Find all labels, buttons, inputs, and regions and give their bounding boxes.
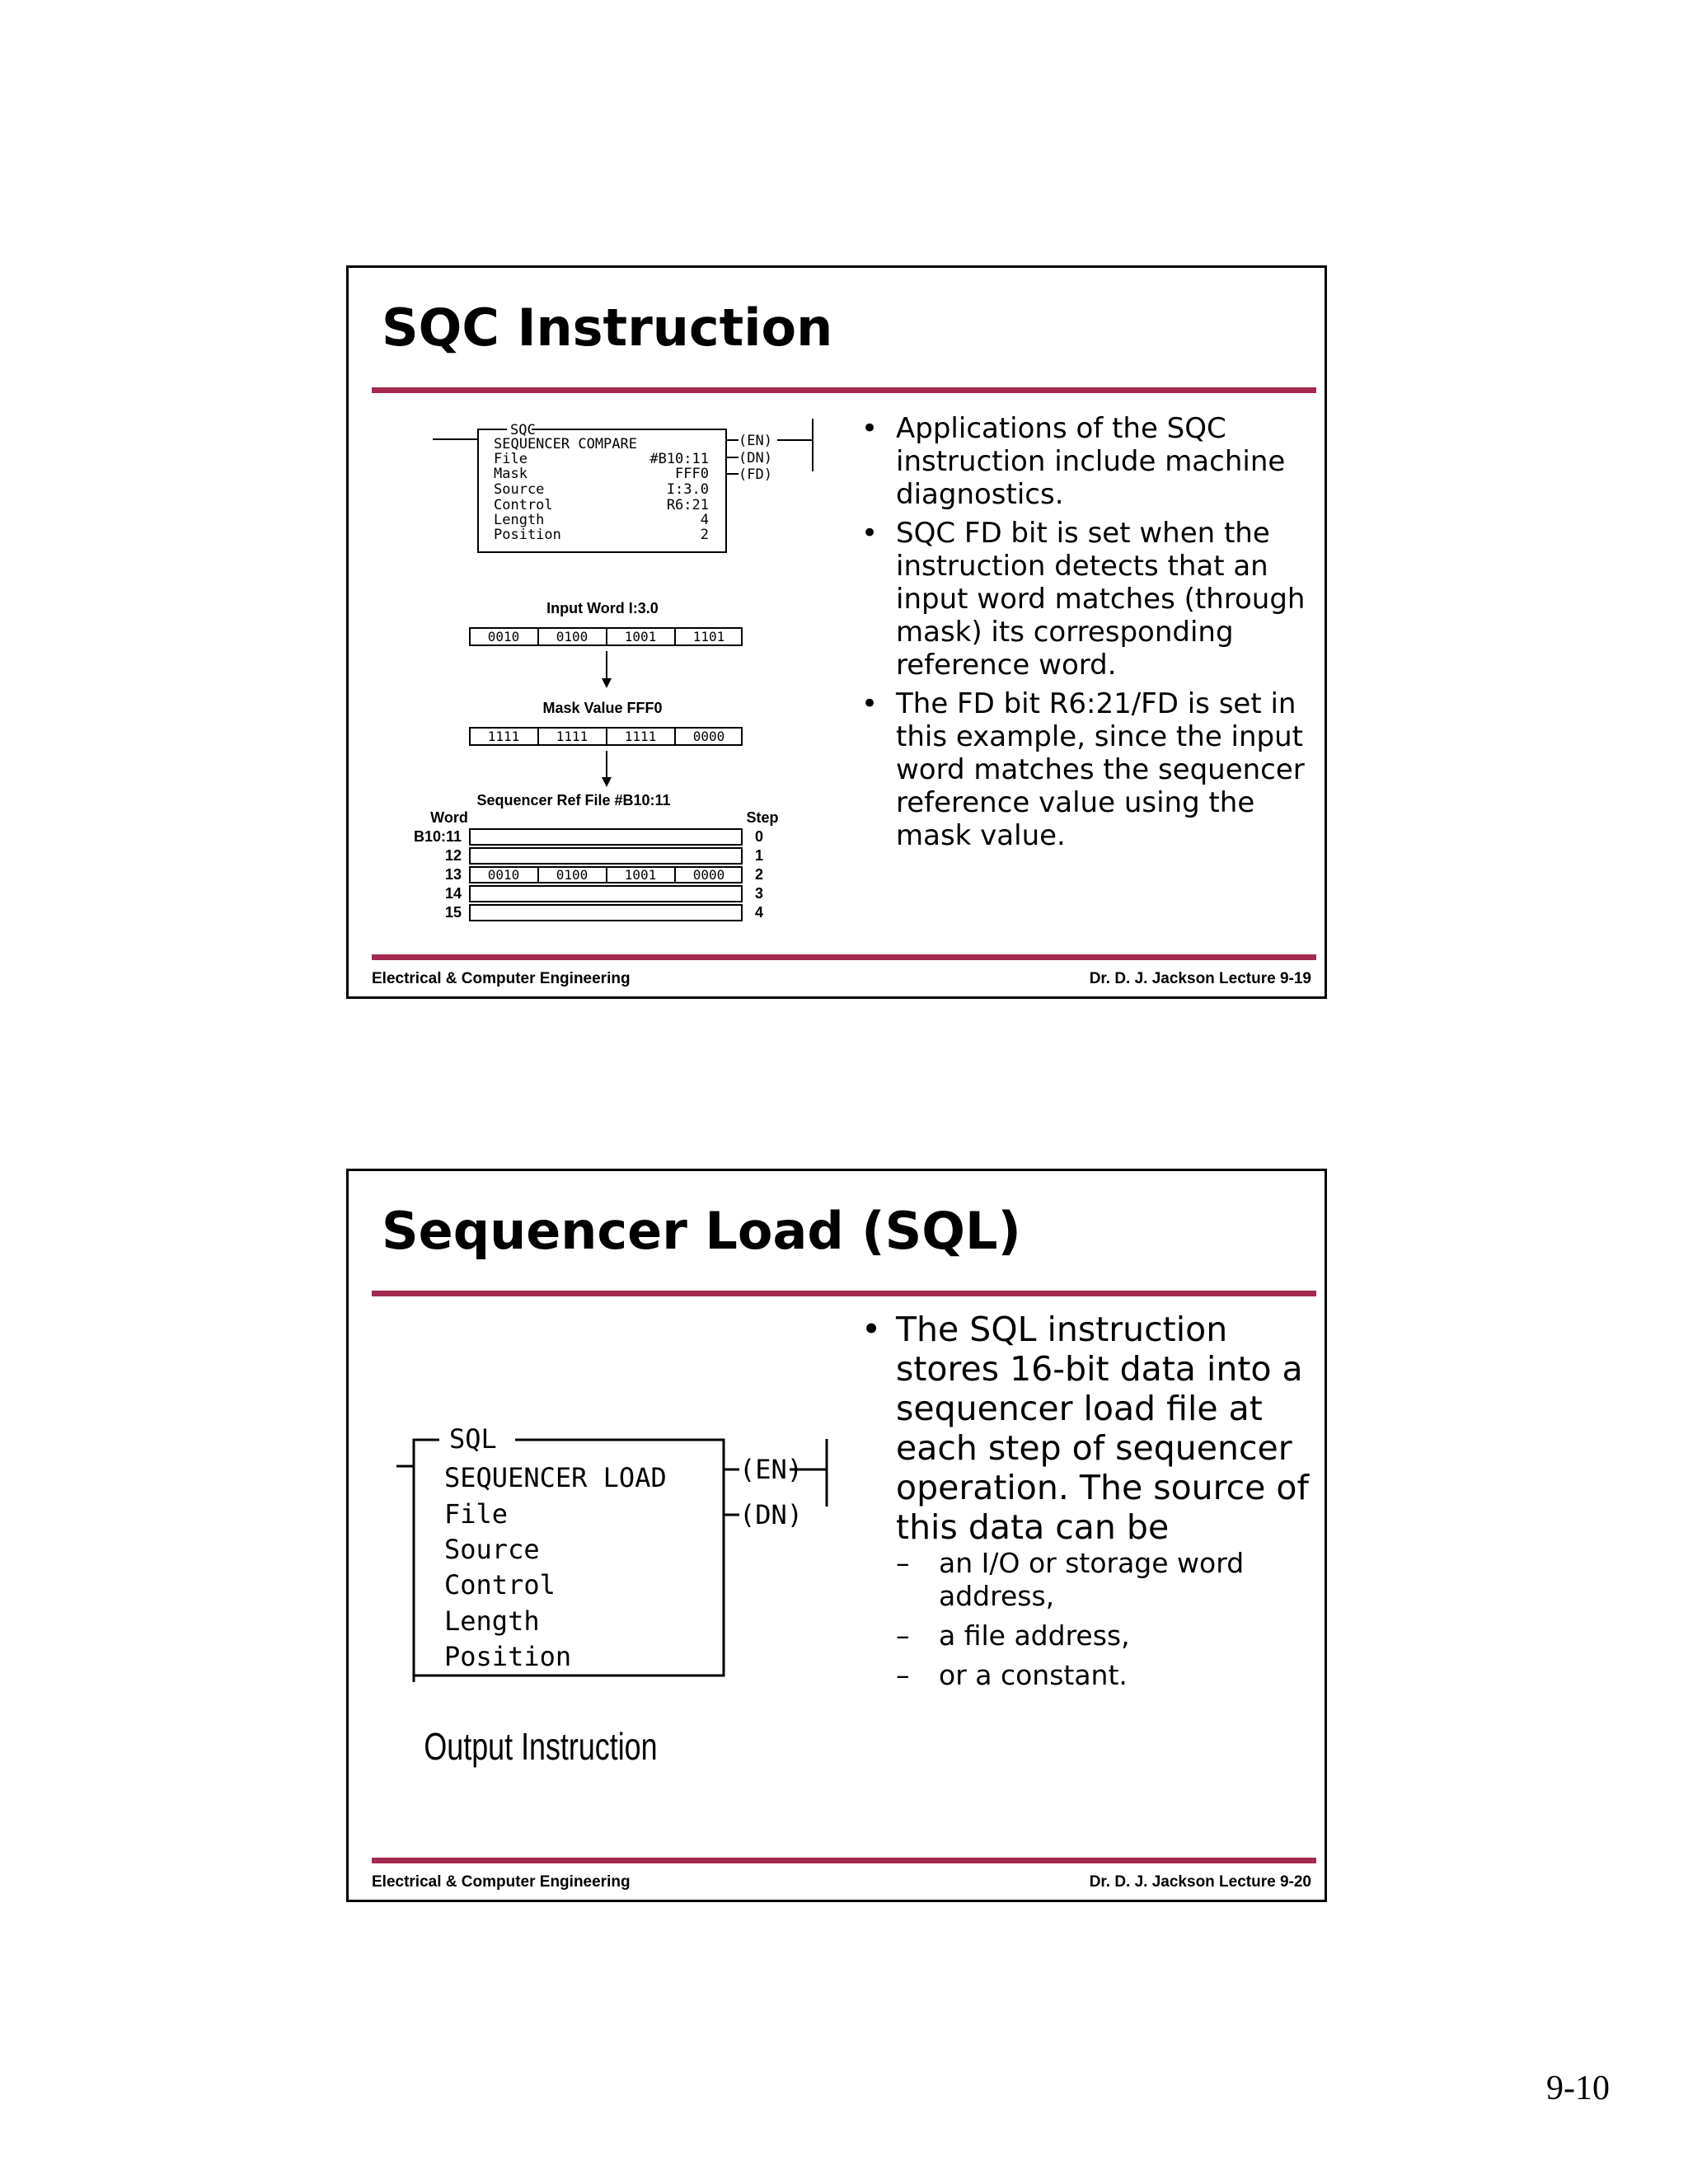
bullet-item: • SQC FD bit is set when the instruction detects that an input word matches (through mask) its corresponding reference word. [853, 517, 1319, 682]
word-address: 12 [444, 847, 462, 864]
slide-title: Sequencer Load (SQL) [382, 1201, 1021, 1261]
param-value: I:3.0 [666, 481, 709, 498]
table-row [470, 905, 742, 921]
output-dn: (DN) [739, 1499, 804, 1530]
param-label: File [444, 1498, 509, 1530]
param-value: 4 [700, 512, 709, 528]
table-row [470, 829, 742, 845]
bit-cell: 0100 [556, 629, 588, 644]
step-header: Step [746, 809, 779, 826]
output-en: (EN) [738, 433, 772, 449]
word-header: Word [430, 809, 468, 826]
sub-bullet-item: – a file address, [896, 1619, 1319, 1652]
footer-department: Electrical & Computer Engineering [372, 1873, 631, 1891]
bullet-list [853, 412, 1319, 858]
input-word-group [546, 600, 659, 616]
sub-bullet-item: – or a constant. [896, 1659, 1319, 1692]
param-label: Control [444, 1569, 556, 1601]
footer-department: Electrical & Computer Engineering [372, 970, 631, 987]
param-label: Source [444, 1534, 540, 1565]
output-dn: (DN) [738, 450, 772, 466]
slide-sqc-instruction [346, 265, 1327, 999]
output-en: (EN) [739, 1454, 804, 1485]
block-name: SEQUENCER LOAD [444, 1462, 667, 1493]
param-label: Source [494, 481, 545, 498]
bit-cell: 1111 [556, 729, 588, 744]
bit-cell: 0000 [692, 729, 725, 744]
step-number: 4 [755, 904, 764, 921]
down-arrow [602, 651, 612, 688]
param-value: FFF0 [675, 466, 709, 482]
bit-cell: 0010 [487, 867, 520, 883]
sqc-instruction-block [433, 419, 813, 552]
param-label: Position [494, 527, 561, 543]
bullet-item: • The FD bit R6:21/FD is set in this example, since the input word matches the sequencer reference value using the mask value. [853, 687, 1319, 852]
step-number: 0 [755, 828, 764, 845]
sub-bullet-item: – an I/O or storage word address, [896, 1547, 1319, 1613]
bit-cell: 1001 [624, 629, 657, 644]
param-value: R6:21 [666, 497, 709, 513]
bit-cell: 0100 [556, 867, 588, 883]
param-label: File [494, 451, 528, 467]
word-address: 15 [444, 904, 462, 921]
diagram-caption: Output Instruction [424, 1725, 658, 1769]
ref-file-table [470, 829, 742, 921]
param-label: Mask [494, 466, 528, 482]
block-tag: SQC [510, 422, 536, 438]
step-number: 2 [755, 866, 764, 883]
down-arrow [602, 751, 612, 787]
word-address: B10:11 [413, 828, 462, 845]
input-word-cells [470, 628, 742, 645]
bit-cell: 0000 [692, 867, 725, 883]
footer-rule [372, 1858, 1316, 1863]
block-name: SEQUENCER COMPARE [494, 436, 637, 452]
ref-file-label: Sequencer Ref File #B10:11 [476, 792, 671, 808]
sub-bullet-list [896, 1547, 1319, 1692]
footer-lecture: Dr. D. J. Jackson Lecture 9-19 [1089, 970, 1311, 987]
word-address: 14 [444, 885, 462, 902]
param-label: Position [444, 1641, 572, 1672]
bit-cell: 1101 [692, 629, 725, 644]
block-tag: SQL [449, 1423, 497, 1455]
mask-label: Mask Value FFF0 [542, 700, 663, 716]
bullet-list [853, 1310, 1319, 1699]
mask-word-cells [470, 728, 742, 745]
param-label: Length [444, 1605, 540, 1637]
bullet-text: The SQL instruction stores 16-bit data into a sequencer load file at each step of sequencer operation. The source of this data can be [896, 1310, 1309, 1547]
param-label: Control [494, 497, 553, 513]
slide-title: SQC Instruction [382, 298, 833, 358]
footer-lecture: Dr. D. J. Jackson Lecture 9-20 [1089, 1873, 1311, 1891]
output-fd: (FD) [738, 466, 772, 483]
param-value: #B10:11 [649, 451, 709, 467]
bit-cell: 0010 [487, 629, 520, 644]
word-address: 13 [444, 866, 462, 883]
param-value: 2 [700, 527, 709, 543]
bit-cell: 1111 [487, 729, 520, 744]
step-number: 3 [755, 885, 764, 902]
step-number: 1 [755, 847, 764, 864]
bit-cell: 1111 [624, 729, 657, 744]
bullet-item: • Applications of the SQC instruction include machine diagnostics. [853, 412, 1319, 511]
sql-instruction-block [396, 1423, 827, 1682]
table-row [470, 848, 742, 864]
bullet-item [853, 1310, 1319, 1692]
param-label: Length [494, 512, 545, 528]
table-row [470, 886, 742, 902]
input-word-label: Input Word I:3.0 [546, 600, 659, 616]
slide-sequencer-load [346, 1169, 1327, 1902]
page-number: 9-10 [1546, 2069, 1610, 2107]
bit-cell: 1001 [624, 867, 657, 883]
footer-rule [372, 954, 1316, 960]
